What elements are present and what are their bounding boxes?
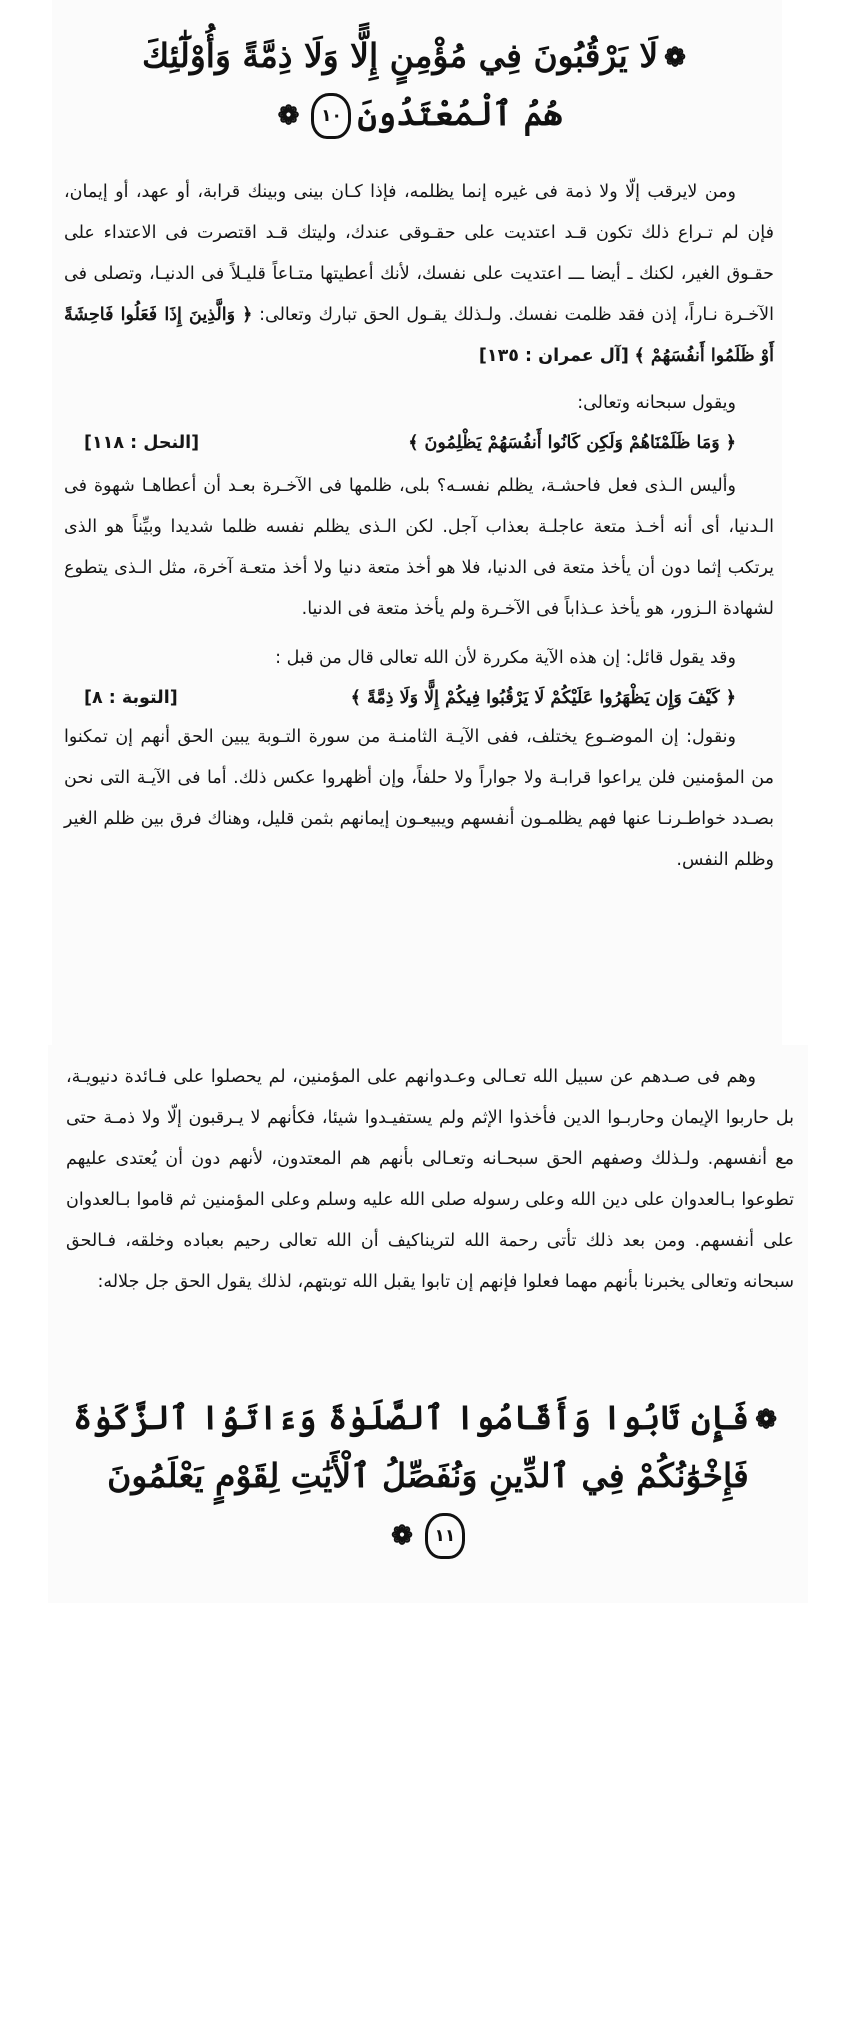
quote-block-at-tawbah: [64, 679, 774, 717]
verse-end-ornament-icon: ❁: [391, 1521, 413, 1551]
quote-block-an-nahl: [64, 424, 774, 462]
verse-start-ornament-icon: ❁: [755, 1405, 777, 1435]
reference-at-tawbah: [التوبة : ٨]: [84, 688, 178, 708]
verse-line-1: [48, 1390, 808, 1448]
verse-end-ornament-icon: ❁: [277, 101, 300, 131]
paragraph-4-intro: وقد يقول قائل: إن هذه الآية مكررة لأن الله تعالى قال من قبل :: [275, 648, 736, 668]
quote-at-tawbah: ﴿ كَيْفَ وَإِن يَظْهَرُوا عَلَيْكُمْ لَا يَرْقُبُوا فِيكُمْ إِلًّا وَلَا ذِمَّةً ﴾: [350, 688, 736, 708]
verse-line-2: [48, 1448, 808, 1504]
page-block-top: [52, 0, 782, 1045]
paragraph-5: ونقول: إن الموضـوع يختلف، ففى الآيـة الثامنـة من سورة التـوبة يبين الحق أنهم إن تمكنوا من المؤمنين فلن يراعوا قرابـة ولا جواراً ولا حلفاً، وإن أظهروا عكس ذلك. أما فى الآيـة التى نحن بصـدد خواطـرنـا عنها فهم يظلمـون أنفسهم ويبيعـون إيمانهم بثمن قليل، وهناك فرق بين ظلم الغير وظلم النفس.: [64, 727, 774, 870]
reference-al-imran: [آل عمران : ١٣٥]: [478, 346, 629, 366]
reference-an-nahl: [النحل : ١١٨]: [84, 433, 200, 453]
commentary-section-2: [66, 1057, 794, 1303]
verse-start-ornament-icon: ❁: [664, 43, 686, 73]
ayah-number-marker: ١٠: [311, 93, 351, 139]
verse-text-line-2: فَإِخْوَٰنُكُمْ فِي ٱلدِّينِ وَنُفَصِّلُ ٱلْأَيَٰتِ لِقَوْمٍ يَعْلَمُونَ: [107, 1456, 749, 1495]
paragraph-6: وهم فى صـدهم عن سبيل الله تعـالى وعـدوانهم على المؤمنين، لم يحصلوا على فـائدة دنيويـة، بل حاربوا الإيمان وحاربـوا الدين فأخذوا الإثم ولم يستفيـدوا شيئا، فكأنهم لا يـرقبون إلّا ولا ذمـة حتى مع أنفسهم. ولـذلك وصفهم الحق سبحـانه وتعـالى بأنهم هم المعتدون، لأنهم دون أن يُعتدى عليهم تطوعوا بـالعدوان على دين الله وعلى رسوله صلى الله عليه وسلم وعلى المؤمنين ثم قاموا بـالعدوان على أنفسهم. ومن بعد ذلك تأتى رحمة الله لتريناكيف أن الله تعالى رحيم بعباده وخلقه، فـالحق سبحانه وتعالى يخبرنا بأنهم مهما فعلوا فإنهم إن تابوا يقبل الله توبتهم، لذلك يقول الحق جل جلاله:: [66, 1067, 794, 1292]
quran-verse-11: [48, 1390, 808, 1564]
verse-end-line: [48, 1506, 808, 1564]
quote-an-nahl: ﴿ وَمَا ظَلَمْنَاهُمْ وَلَكِن كَانُوا أَنفُسَهُمْ يَظْلِمُونَ ﴾: [408, 433, 736, 453]
commentary-section-1: [64, 172, 774, 881]
verse-text-line-2: هُمُ ٱلْمُعْتَدُونَ: [357, 94, 563, 133]
ayah-number-marker: ١١: [425, 1513, 465, 1559]
page-block-bottom: [48, 1045, 808, 1603]
inline-quote-al-imran: ﴿ وَالَّذِينَ إِذَا فَعَلُوا فَاحِشَةً أَوْ ظَلَمُوا أَنفُسَهُمْ ﴾: [64, 305, 774, 366]
paragraph-1-text: ومن لايرقب إلّا ولا ذمة فى غيره إنما يظلمه، فإذا كـان بينى وبينك قرابة، أو عهد، أو إيمان، فإن لم تـراع ذلك تكون قـد اعتديت على حقـوقى عندك، وليتك قـد اقتصرت فى الاعتداء على حقـوق الغير، لكنك ـ أيضا ـــ اعتديت على نفسك، لأنك أعطيتها متـاعاً قليـلاً فى الدنيـا، وتصلى فى الآخـرة نـاراً، إذن فقد ظلمت نفسك. ولـذلك يقـول الحق تبارك وتعالى:: [64, 182, 774, 325]
paragraph-3: وأليس الـذى فعل فاحشـة، يظلم نفسـه؟ بلى، ظلمها فى الآخـرة بعـد أن أعطاهـا شهوة فى الـدنيا، أى أنه أخـذ متعة عاجلـة بعذاب آجل. لكن الـذى يظلم نفسه ظلما شديدا وبيِّناً هو الذى يرتكب إثما دون أن يأخذ متعة فى الدنيا، فلا هو أخذ متعة دنيا ولا أخذ متعـة آخرة، مثل الـذى يتطوع لشهادة الـزور، هو يأخذ عـذاباً فى الآخـرة ولم يأخذ متعة فى الدنيا.: [64, 476, 774, 619]
verse-line-1: [52, 28, 782, 86]
quran-verse-10: [52, 28, 782, 144]
verse-line-2: [52, 86, 782, 144]
paragraph-2-intro: ويقول سبحانه وتعالى:: [577, 393, 736, 413]
paragraph-1: [64, 172, 774, 377]
verse-text-line-1: فَإِن تَابُوا وَأَقَامُوا ٱلصَّلَوٰةَ وَءَاتَوُا ٱلزَّكَوٰةَ: [73, 1398, 750, 1437]
verse-text-line-1: لَا يَرْقُبُونَ فِي مُؤْمِنٍ إِلًّا وَلَا ذِمَّةً وَأُوْلَٰٓئِكَ: [142, 36, 659, 75]
